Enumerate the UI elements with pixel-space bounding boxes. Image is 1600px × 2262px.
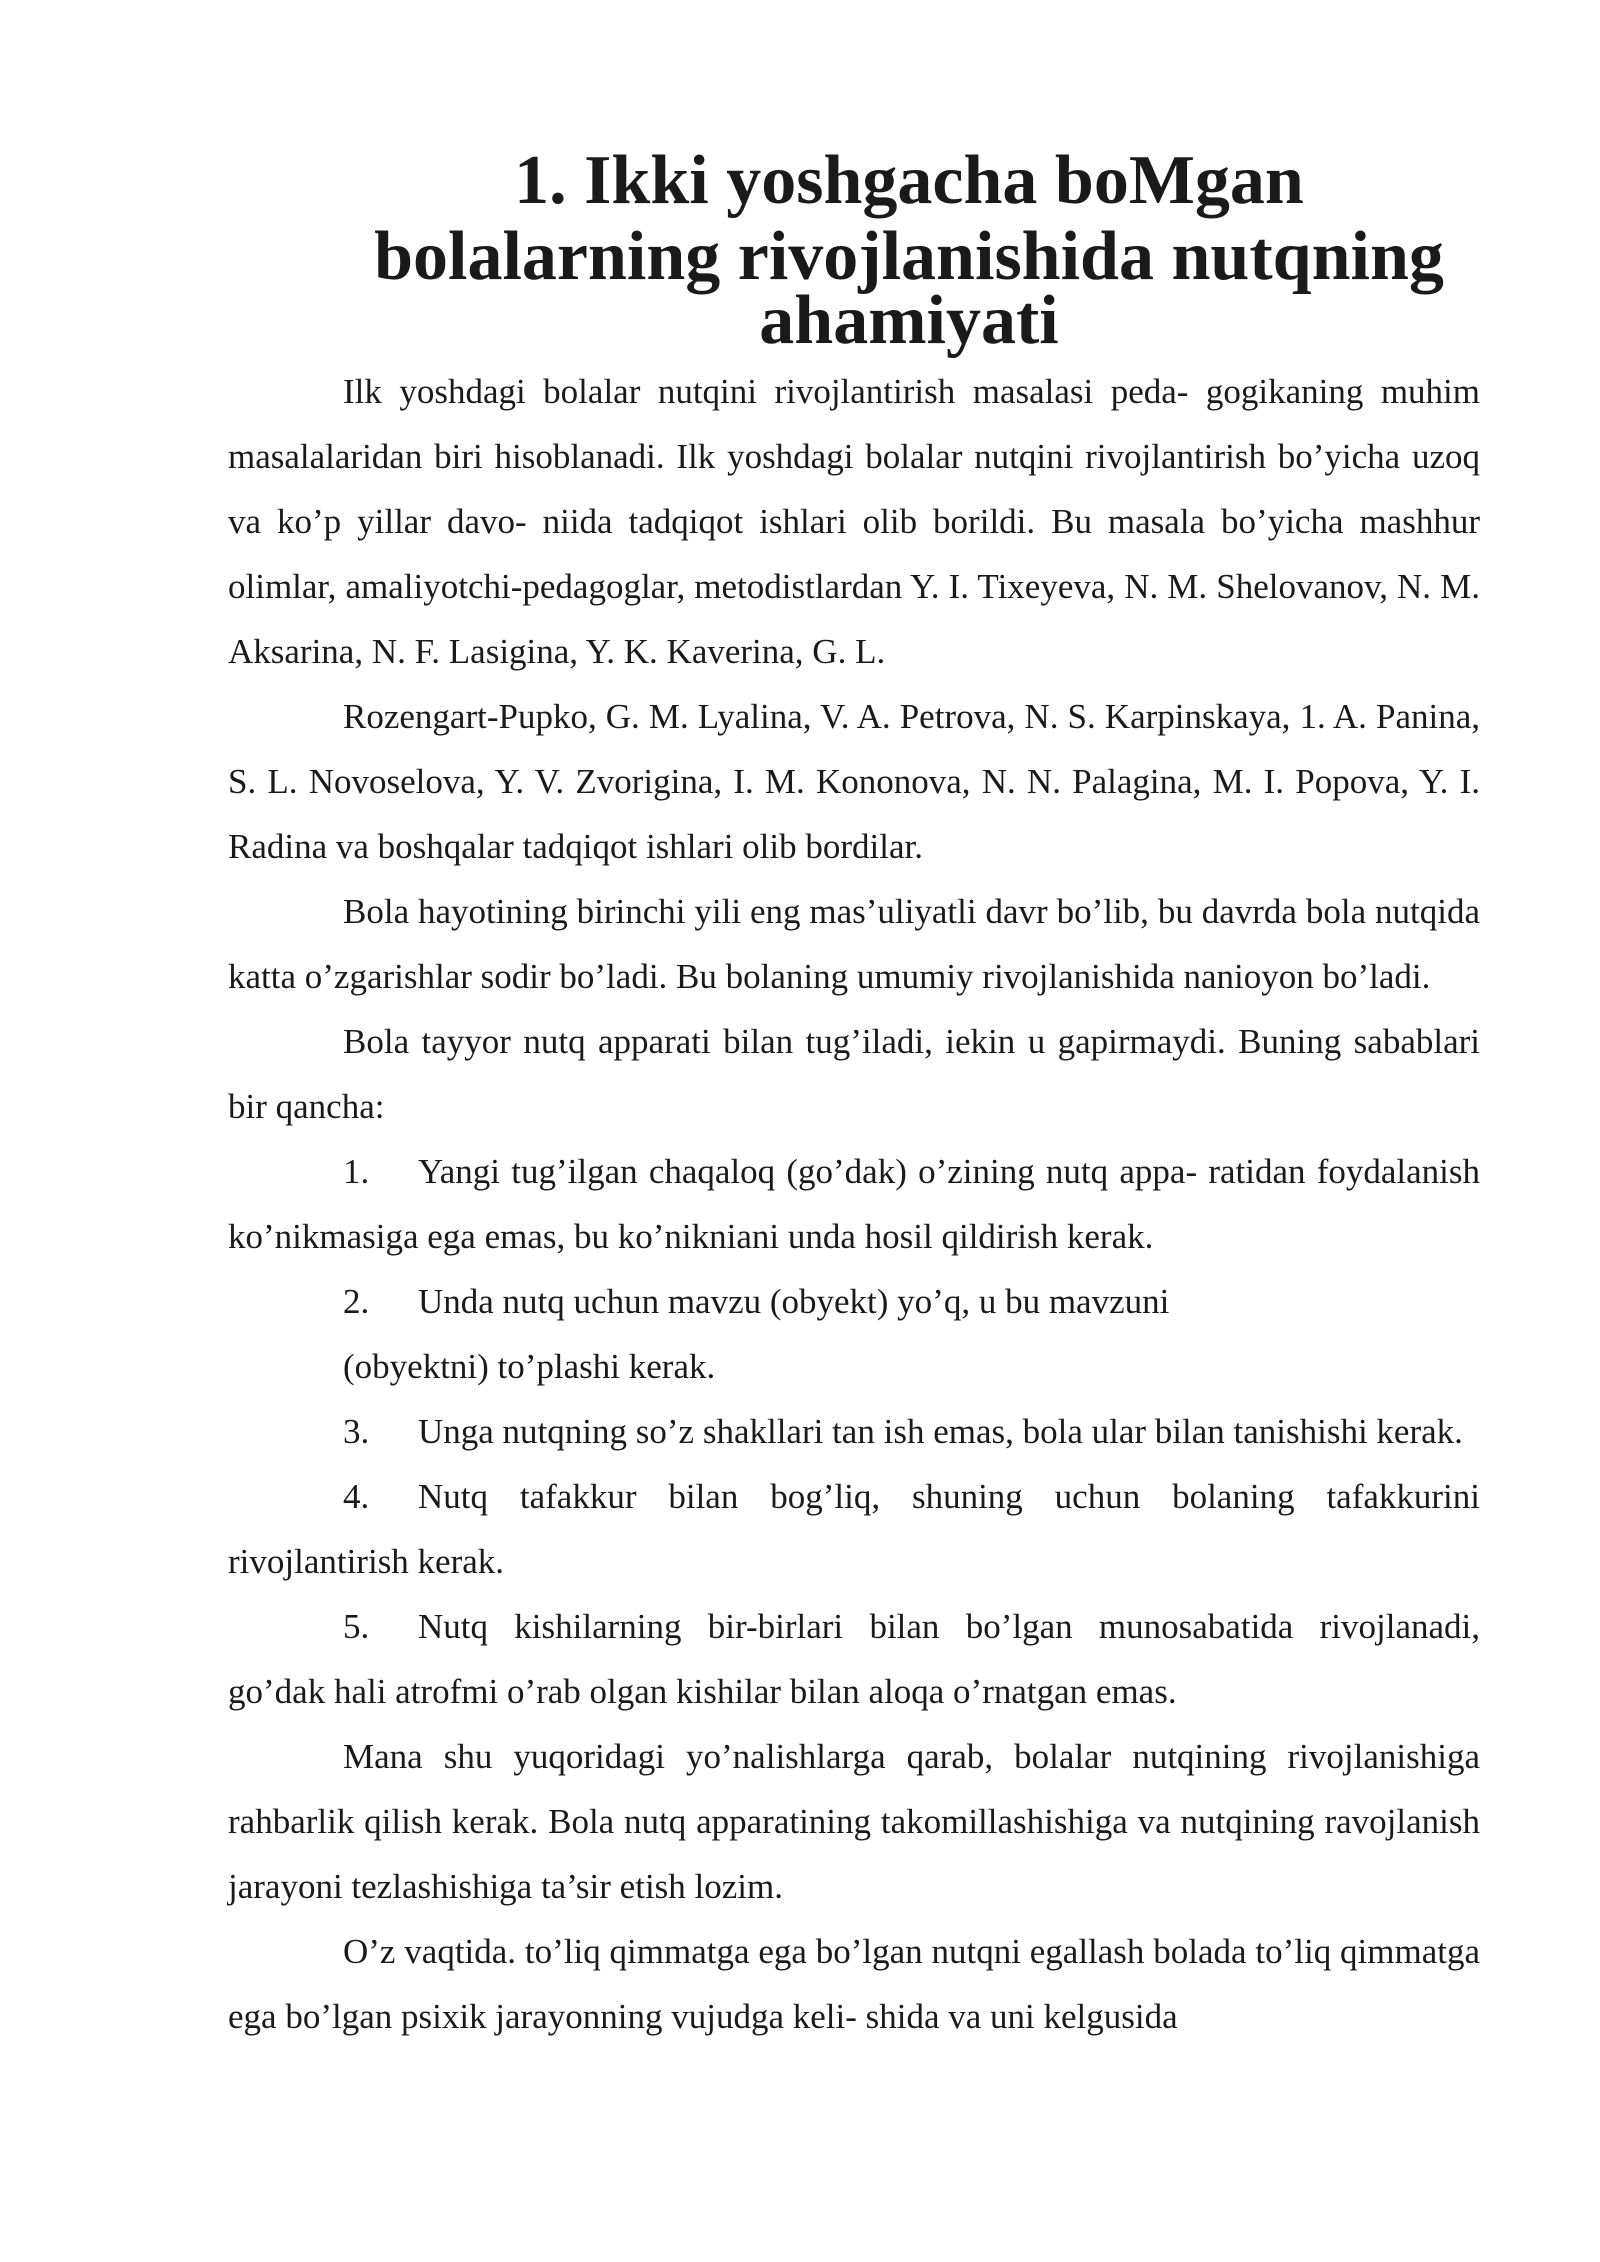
list-item-2 bbox=[228, 1269, 1480, 1334]
list-item-2-continuation: (obyektni) to’plashi kerak. bbox=[343, 1347, 716, 1386]
paragraph-4: Bola tayyor nutq apparati bilan tug’iladi, iekin u gapirmaydi. Buning sabablari bir qancha: bbox=[228, 1022, 1480, 1126]
list-item-4 bbox=[228, 1464, 1480, 1594]
document-body bbox=[228, 143, 1480, 2049]
list-number: 1. bbox=[343, 1152, 370, 1191]
list-number: 3. bbox=[343, 1412, 370, 1451]
list-text: Nutq kishilarning bir-birlari bilan bo’lgan munosabatida rivojlanadi, go’dak hali atrofmi o’rab olgan kishilar bilan aloqa o’rnatgan emas. bbox=[228, 1607, 1480, 1711]
list-text: Yangi tug’ilgan chaqaloq (go’dak) o’zining nutq appa- ratidan foydalanish ko’nikmasiga ega emas, bu ko’nikniani unda hosil qildirish kerak. bbox=[228, 1152, 1480, 1256]
list-text: Unga nutqning so’z shakllari tan ish emas, bola ular bilan tanishishi kerak. bbox=[418, 1412, 1463, 1451]
paragraph-2: Rozengart-Pupko, G. M. Lyalina, V. A. Petrova, N. S. Karpinskaya, 1. A. Panina, S. L. Novoselova, Y. V. Zvorigina, I. M. Kononova, N. N. Palagina, M. I. Popova, Y. I. Radina va boshqalar tadqiqot ishlari olib bordilar. bbox=[228, 697, 1480, 866]
list-number: 5. bbox=[343, 1607, 370, 1646]
document-title bbox=[228, 143, 1480, 359]
list-number: 4. bbox=[343, 1477, 370, 1516]
list-text: Unda nutq uchun mavzu (obyekt) yo’q, u bu mavzuni bbox=[418, 1282, 1170, 1321]
title-line-2: ahamiyati bbox=[759, 282, 1059, 359]
paragraph-5: Mana shu yuqoridagi yo’nalishlarga qarab, bolalar nutqining rivojlanishiga rahbarlik qilish kerak. Bola nutq apparatining takomillashishiga va nutqining ravojlanish jarayoni tezlashishiga ta’sir etish lozim. bbox=[228, 1737, 1480, 1906]
paragraph-6: O’z vaqtida. to’liq qimmatga ega bo’lgan nutqni egallash bolada to’liq qimmatga ega bo’lgan psixik jarayonning vujudga keli- shida va uni kelgusida bbox=[228, 1932, 1480, 2036]
list-item-1 bbox=[228, 1139, 1480, 1269]
list-item-3 bbox=[228, 1399, 1480, 1464]
list-number: 2. bbox=[343, 1282, 370, 1321]
list-text: Nutq tafakkur bilan bog’liq, shuning uchun bolaning tafakkurini rivojlantirish kerak. bbox=[228, 1477, 1480, 1581]
title-line-1: 1. Ikki yoshgacha boMgan bolalarning rivojlanishida nutqning bbox=[374, 142, 1444, 295]
paragraph-3: Bola hayotining birinchi yili eng mas’uliyatli davr bo’lib, bu davrda bola nutqida katta o’zgarishlar sodir bo’ladi. Bu bolaning umumiy rivojlanishida nanioyon bo’ladi. bbox=[228, 892, 1480, 996]
list-item-5 bbox=[228, 1594, 1480, 1724]
paragraph-1: Ilk yoshdagi bolalar nutqini rivojlantirish masalasi peda- gogikaning muhim masalalaridan biri hisoblanadi. Ilk yoshdagi bolalar nutqini rivojlantirish bo’yicha uzoq va ko’p yillar davo- niida tadqiqot ishlari olib borildi. Bu masala bo’yicha mashhur olimlar, amaliyotchi-pedagoglar, metodistlardan Y. I. Tixeyeva, N. M. Shelovanov, N. M. Aksarina, N. F. Lasigina, Y. K. Kaverina, G. L. bbox=[228, 372, 1480, 671]
